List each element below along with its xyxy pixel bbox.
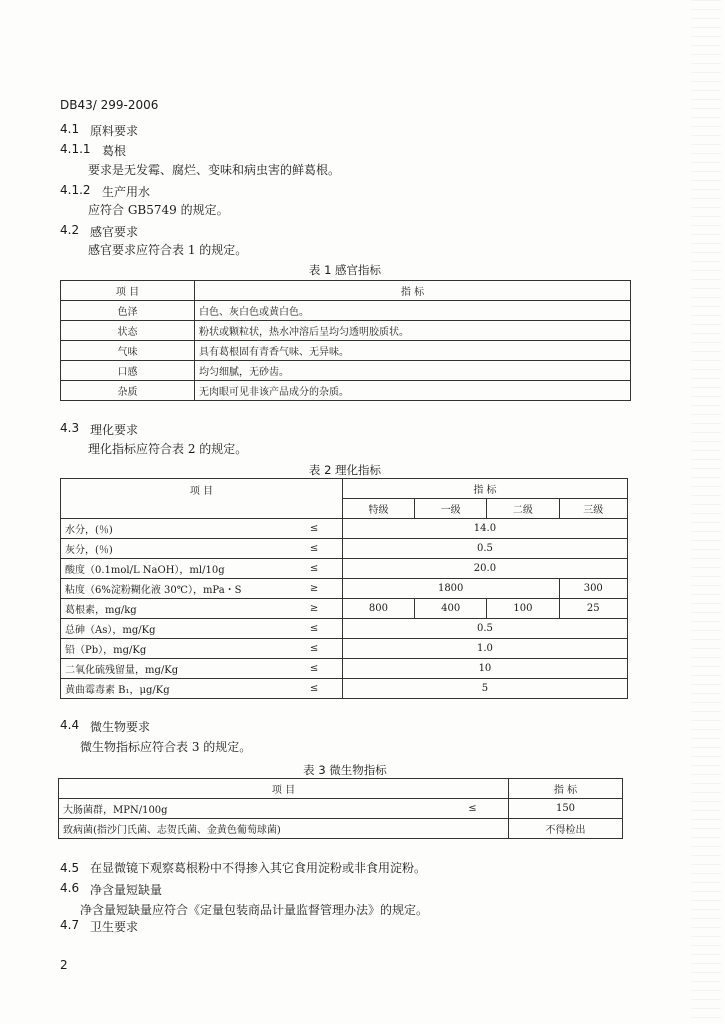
table2-op: ≤ xyxy=(286,639,342,659)
table2-item: 铅（Pb），mg/Kg xyxy=(61,639,287,659)
table-row xyxy=(61,619,628,639)
doc-code: DB43/ 299-2006 xyxy=(60,98,159,112)
table2-value: 100 xyxy=(487,599,559,619)
table-row xyxy=(61,519,628,539)
section-text-4-3: 理化指标应符合表 2 的规定。 xyxy=(88,442,248,456)
section-text-4-1-2: 应符合 GB5749 的规定。 xyxy=(88,203,229,217)
table-row xyxy=(61,539,628,559)
table3-op xyxy=(437,819,509,839)
table2-op: ≤ xyxy=(286,519,342,539)
table2-caption: 表 2 理化指标 xyxy=(308,463,382,477)
table2-value: 400 xyxy=(415,599,487,619)
table1-item: 色泽 xyxy=(61,301,195,321)
table2-op: ≥ xyxy=(286,599,342,619)
table1 xyxy=(60,280,631,401)
page-number: 2 xyxy=(60,958,68,972)
table1-head-item: 项 目 xyxy=(61,281,195,301)
table1-item: 杂质 xyxy=(61,381,195,401)
table2-op: ≤ xyxy=(286,679,342,699)
table2-item: 葛根素，mg/kg xyxy=(61,599,287,619)
table-row xyxy=(61,341,631,361)
table2-value: 0.5 xyxy=(342,539,627,559)
section-num-4-1-2: 4.1.2 xyxy=(60,183,91,197)
table2-op: ≤ xyxy=(286,659,342,679)
table1-value: 白色、灰白色或黄白色。 xyxy=(195,301,631,321)
table2-value: 800 xyxy=(342,599,414,619)
section-title-4-2: 感官要求 xyxy=(90,225,139,239)
table-row xyxy=(59,819,623,839)
section-num-4-4: 4.4 xyxy=(60,718,80,732)
table2-head-item: 项 目 xyxy=(61,479,343,519)
table2 xyxy=(60,478,628,699)
table2-op: ≥ xyxy=(286,579,342,599)
section-text-4-2: 感官要求应符合表 1 的规定。 xyxy=(88,243,248,257)
table-row xyxy=(61,381,631,401)
table2-grade: 一级 xyxy=(415,499,487,519)
table3-item: 致病菌(指沙门氏菌、志贺氏菌、金黄色葡萄球菌) xyxy=(59,819,438,839)
table1-value: 粉状或颗粒状，热水冲溶后呈均匀透明胶质状。 xyxy=(195,321,631,341)
section-num-4-7: 4.7 xyxy=(60,918,80,932)
table1-item: 气味 xyxy=(61,341,195,361)
table-row xyxy=(61,599,628,619)
table2-value: 20.0 xyxy=(342,559,627,579)
table2-grade: 三级 xyxy=(559,499,627,519)
section-text-4-6: 净含量短缺量应符合《定量包装商品计量监督管理办法》的规定。 xyxy=(80,903,429,917)
table2-grade: 特级 xyxy=(342,499,414,519)
table2-value: 1800 xyxy=(342,579,559,599)
table3-value: 不得检出 xyxy=(509,819,623,839)
table2-value: 25 xyxy=(559,599,627,619)
table3-item: 大肠菌群，MPN/100g xyxy=(59,799,438,819)
table2-head-index: 指 标 xyxy=(342,479,627,499)
section-text-4-4: 微生物指标应符合表 3 的规定。 xyxy=(80,740,252,754)
table2-value: 0.5 xyxy=(342,619,627,639)
table2-item: 黄曲霉毒素 B₁，μg/Kg xyxy=(61,679,287,699)
table2-item: 水分，(％) xyxy=(61,519,287,539)
table2-item: 灰分，(％) xyxy=(61,539,287,559)
table3-value: 150 xyxy=(509,799,623,819)
table-row xyxy=(59,799,623,819)
table2-op: ≤ xyxy=(286,559,342,579)
table1-item: 口感 xyxy=(61,361,195,381)
table1-value: 无肉眼可见非该产品成分的杂质。 xyxy=(195,381,631,401)
table1-value: 均匀细腻，无砂齿。 xyxy=(195,361,631,381)
table2-item: 酸度（0.1mol/L NaOH），ml/10g xyxy=(61,559,287,579)
table1-value: 具有葛根固有青香气味、无异味。 xyxy=(195,341,631,361)
table-row xyxy=(61,361,631,381)
table2-op: ≤ xyxy=(286,539,342,559)
section-text-4-5: 在显微镜下观察葛根粉中不得掺入其它食用淀粉或非食用淀粉。 xyxy=(90,861,427,875)
table-row xyxy=(61,321,631,341)
table1-caption: 表 1 感官指标 xyxy=(308,263,382,277)
table2-value: 1.0 xyxy=(342,639,627,659)
table3-head-index: 指 标 xyxy=(509,779,623,799)
section-num-4-6: 4.6 xyxy=(60,881,80,895)
table3 xyxy=(58,778,623,839)
section-num-4-1-1: 4.1.1 xyxy=(60,142,91,156)
section-title-4-1-1: 葛根 xyxy=(102,144,127,158)
table2-op: ≤ xyxy=(286,619,342,639)
table2-value: 10 xyxy=(342,659,627,679)
table-row xyxy=(61,579,628,599)
table2-item: 二氧化硫残留量，mg/Kg xyxy=(61,659,287,679)
table3-head-item: 项 目 xyxy=(59,779,509,799)
section-text-4-1-1: 要求是无发霉、腐烂、变味和病虫害的鲜葛根。 xyxy=(88,163,341,177)
table3-op: ≤ xyxy=(437,799,509,819)
table-row xyxy=(61,679,628,699)
table2-grade: 二级 xyxy=(487,499,559,519)
section-num-4-3: 4.3 xyxy=(60,421,80,435)
section-title-4-1: 原料要求 xyxy=(90,124,139,138)
section-title-4-3: 理化要求 xyxy=(90,423,139,437)
table2-item: 粘度（6%淀粉糊化液 30℃），mPa・S xyxy=(61,579,287,599)
table1-head-index: 指 标 xyxy=(195,281,631,301)
table2-item: 总砷（As），mg/Kg xyxy=(61,619,287,639)
section-num-4-5: 4.5 xyxy=(60,861,80,875)
table-row xyxy=(61,659,628,679)
table3-caption: 表 3 微生物指标 xyxy=(303,763,387,777)
table-row xyxy=(61,301,631,321)
table-row xyxy=(61,559,628,579)
table1-item: 状态 xyxy=(61,321,195,341)
section-title-4-4: 微生物要求 xyxy=(90,720,151,734)
section-num-4-1: 4.1 xyxy=(60,122,80,136)
table-row xyxy=(61,639,628,659)
section-num-4-2: 4.2 xyxy=(60,223,80,237)
section-title-4-1-2: 生产用水 xyxy=(102,185,151,199)
table2-value: 300 xyxy=(559,579,627,599)
scan-edge-noise xyxy=(691,0,721,1024)
table2-value: 14.0 xyxy=(342,519,627,539)
section-title-4-6: 净含量短缺量 xyxy=(90,883,163,897)
section-title-4-7: 卫生要求 xyxy=(90,920,139,934)
table2-value: 5 xyxy=(342,679,627,699)
